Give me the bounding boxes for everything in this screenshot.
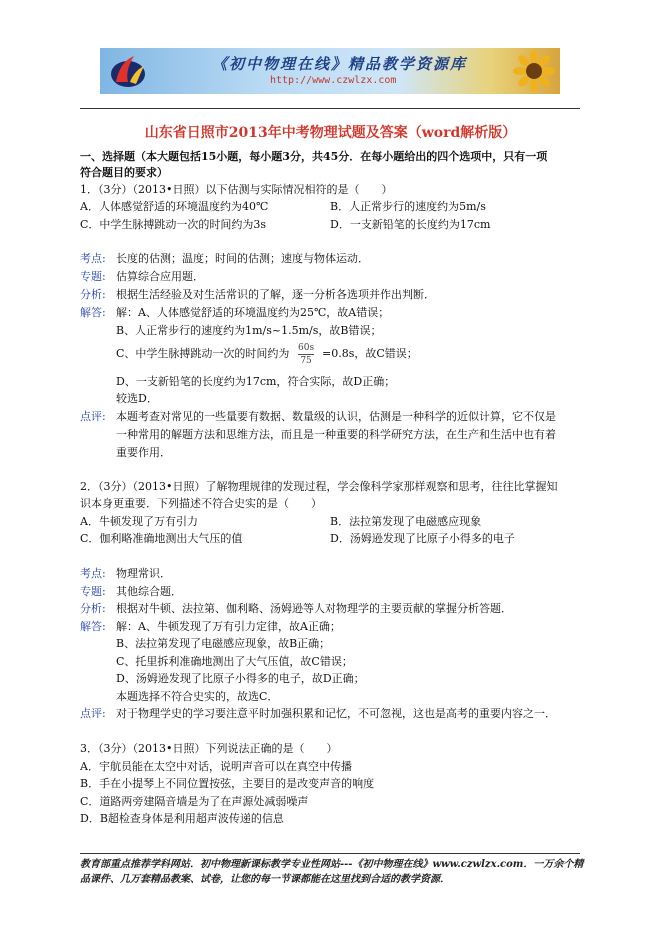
q1-comment-1: 本题考查对常见的一些量要有数据、数量级的认识，估测是一种科学的近似计算，它不仅是 [116, 410, 556, 423]
q1-solution-4: D、一支新铅笔的长度约为17cm，符合实际，故D正确； [116, 375, 396, 388]
q3-stem: 3．（3分）（2013•日照）下列说法正确的是（ ） [80, 742, 338, 755]
q1-zhuanti: 估算综合应用题． [116, 270, 204, 283]
document-title: 山东省日照市2013年中考物理试题及答案（word解析版） [144, 125, 517, 141]
q1-solution-3a: C、中学生脉搏跳动一次的时间约为 [116, 347, 290, 360]
q3-option-c: C．道路两旁建隔音墙是为了在声源处减弱噪声 [80, 795, 309, 808]
q1-option-c: C．中学生脉搏跳动一次的时间约为3s [80, 218, 267, 231]
banner-url[interactable]: http://www.czwlzx.com [270, 75, 397, 86]
section-heading-line1: 一、选择题（本大题包括15小题，每小题3分，共45分．在每小题给出的四个选项中，只有一项 [80, 150, 548, 163]
footer-text: 教育部重点推荐学科网站．初中物理新课标教学专业性网站---《初中物理在线》www.czwlzx.com．一万余个精品课件、几万套精品教案、试卷，让您的每一节课都能在这里找到合适的教学资源． [80, 859, 584, 885]
q2-stem-1: 2．（3分）（2013•日照）了解物理规律的发现过程，学会像科学家那样观察和思考，往往比掌握知 [80, 480, 558, 493]
sunflower-icon [512, 49, 556, 93]
q1-fraction [298, 343, 314, 366]
q2-solution-3: C、托里拆利准确地测出了大气压值，故C错误； [116, 655, 353, 668]
q2-fenxi: 根据对牛顿、法拉第、伽利略、汤姆逊等人对物理学的主要贡献的掌握分析答题． [116, 602, 512, 615]
q3-option-a: A．宇航员能在太空中对话，说明声音可以在真空中传播 [80, 760, 352, 773]
q2-option-b: B．法拉第发现了电磁感应现象 [330, 515, 482, 528]
q2-solution-1: 解：A、牛顿发现了万有引力定律，故A正确； [116, 620, 341, 633]
section-heading-line2: 符合题目的要求） [80, 166, 168, 179]
q1-option-d: D．一支新铅笔的长度约为17cm [330, 218, 491, 231]
q1-fenxi-label: 分析: [80, 288, 106, 301]
site-logo-icon [108, 52, 148, 90]
q1-kaodian-label: 考点: [80, 252, 106, 265]
q3-option-d: D．B超检查身体是利用超声波传递的信息 [80, 812, 284, 825]
q2-kaodian: 物理常识． [116, 567, 171, 580]
q1-comment-2: 一种常用的解题方法和思维方法，而且是一种重要的科学研究方法，在生产和生活中也有着 [116, 428, 556, 441]
q2-solution-5: 本题选择不符合史实的，故选C． [116, 690, 279, 703]
q1-solution-3b: =0.8s，故C错误； [322, 347, 418, 360]
q1-dianping-label: 点评: [80, 410, 106, 423]
q1-fraction-denominator: 75 [300, 356, 312, 366]
q1-zhuanti-label: 专题: [80, 270, 106, 283]
q2-dianping-label: 点评: [80, 707, 106, 720]
q2-zhuanti: 其他综合题． [116, 585, 182, 598]
q2-fenxi-label: 分析: [80, 602, 106, 615]
q1-option-a: A．人体感觉舒适的环境温度约为40℃ [80, 200, 269, 213]
q1-kaodian: 长度的估测；温度；时间的估测；速度与物体运动． [116, 252, 369, 265]
q1-solution-2: B、人正常步行的速度约为1m/s~1.5m/s，故B错误； [116, 324, 382, 337]
q1-stem: 1．（3分）（2013•日照）以下估测与实际情况相符的是（ ） [80, 183, 393, 196]
q2-option-a: A．牛顿发现了万有引力 [80, 515, 198, 528]
header-banner [100, 48, 560, 94]
q1-jieda-label: 解答: [80, 306, 106, 319]
q2-comment-1: 对于物理学史的学习要注意平时加强积累和记忆，不可忽视，这也是高考的重要内容之一． [116, 707, 556, 720]
header-rule [80, 108, 580, 109]
q2-solution-2: B、法拉第发现了电磁感应现象，故B正确； [116, 637, 331, 650]
q2-solution-4: D、汤姆逊发现了比原子小得多的电子，故D正确； [116, 672, 365, 685]
q2-stem-2: 识本身更重要．下列描述不符合史实的是（ ） [80, 497, 322, 510]
q1-solution-1: 解：A、人体感觉舒适的环境温度约为25℃，故A错误； [116, 306, 390, 319]
banner-title: 《初中物理在线》精品教学资源库 [212, 55, 468, 73]
q1-solution-5: 较选D． [116, 392, 158, 405]
footer-rule [80, 853, 580, 854]
q1-comment-3: 重要作用． [116, 446, 171, 459]
q2-zhuanti-label: 专题: [80, 585, 106, 598]
q3-option-b: B．手在小提琴上不同位置按弦，主要目的是改变声音的响度 [80, 777, 375, 790]
q1-fraction-bar [298, 354, 314, 355]
q2-jieda-label: 解答: [80, 620, 106, 633]
q1-fenxi: 根据生活经验及对生活常识的了解，逐一分析各选项并作出判断． [116, 288, 435, 301]
q2-option-c: C．伽利略准确地测出大气压的值 [80, 532, 243, 545]
q1-fraction-numerator: 60s [298, 343, 315, 353]
q2-kaodian-label: 考点: [80, 567, 106, 580]
q2-option-d: D．汤姆逊发现了比原子小得多的电子 [330, 532, 515, 545]
q1-option-b: B．人正常步行的速度约为5m/s [330, 200, 486, 213]
